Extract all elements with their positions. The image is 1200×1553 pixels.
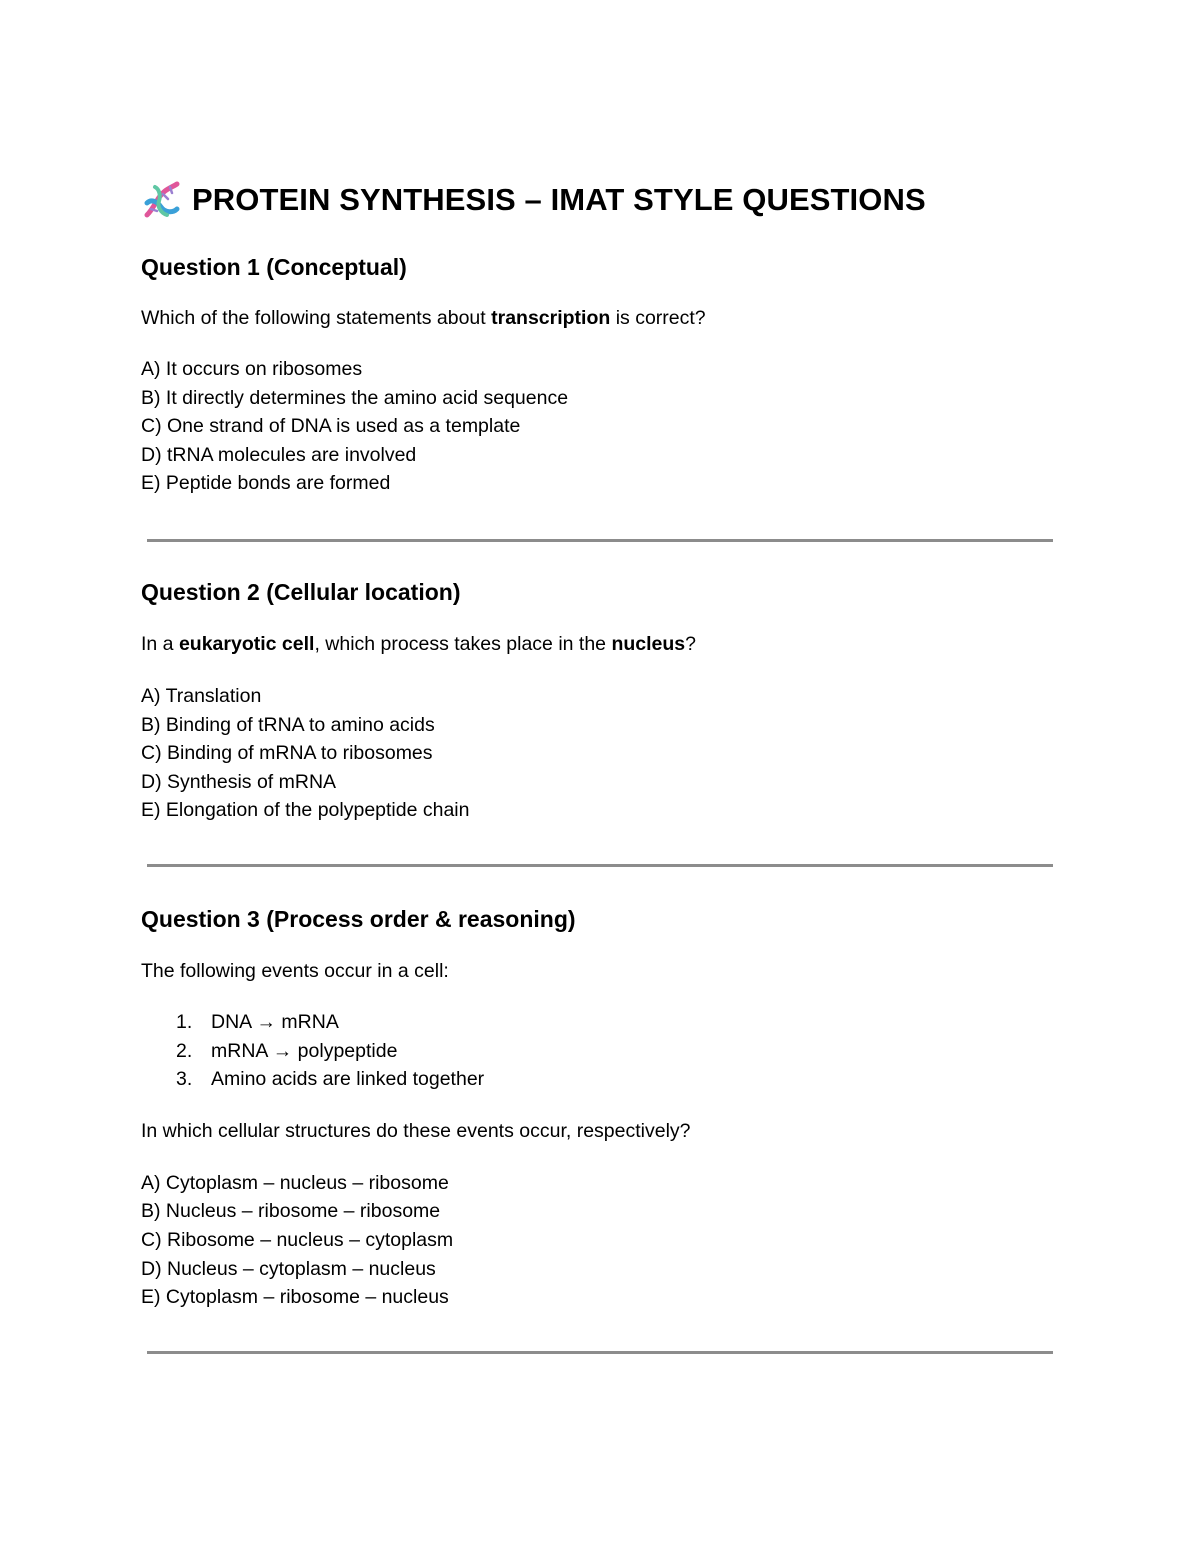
option-c[interactable]: C) Ribosome – nucleus – cytoplasm [141, 1228, 454, 1251]
question-3 [141, 902, 1055, 1312]
question-heading: Question 3 (Process order & reasoning) [141, 905, 576, 932]
option-d[interactable]: D) Synthesis of mRNA [141, 770, 337, 793]
option-d[interactable]: D) tRNA molecules are involved [141, 443, 417, 466]
stem-text: is correct? [610, 307, 706, 329]
option-a[interactable]: A) It occurs on ribosomes [141, 358, 363, 380]
answer-options [141, 1169, 1055, 1312]
event-item [141, 1037, 1055, 1066]
stem-keyword: eukaryotic cell [178, 632, 315, 655]
event-number: 1. [176, 1010, 193, 1033]
event-list [141, 1008, 1055, 1094]
event-item [141, 1065, 1055, 1094]
option-b[interactable]: B) Nucleus – ribosome – ribosome [141, 1200, 441, 1223]
question-2 [141, 575, 1055, 825]
question-heading: Question 2 (Cellular location) [141, 578, 461, 605]
section-divider [147, 1351, 1053, 1354]
question-stem [141, 630, 1055, 658]
option-e[interactable]: E) Peptide bonds are formed [141, 472, 391, 495]
question-intro: The following events occur in a cell: [141, 959, 449, 982]
stem-text: ? [685, 632, 696, 655]
page-title [141, 174, 1055, 226]
option-c[interactable]: C) One strand of DNA is used as a template [141, 415, 521, 438]
event-number: 2. [176, 1039, 193, 1062]
dna-icon [141, 179, 183, 221]
stem-keyword: transcription [491, 307, 611, 329]
stem-text: Which of the following statements about [141, 307, 492, 329]
question-stem [141, 1117, 1055, 1145]
event-text: mRNA → polypeptide [211, 1039, 398, 1062]
question-1 [141, 250, 1055, 498]
stem-text: In which cellular structures do these events occur, respectively? [141, 1119, 691, 1142]
event-number: 3. [176, 1068, 193, 1091]
option-c[interactable]: C) Binding of mRNA to ribosomes [141, 742, 433, 765]
page-title-text: PROTEIN SYNTHESIS – IMAT STYLE QUESTIONS [192, 182, 926, 217]
event-text: Amino acids are linked together [211, 1068, 485, 1091]
option-b[interactable]: B) It directly determines the amino acid sequence [141, 386, 569, 409]
option-d[interactable]: D) Nucleus – cytoplasm – nucleus [141, 1257, 436, 1280]
option-a[interactable]: A) Translation [141, 684, 262, 707]
question-heading: Question 1 (Conceptual) [141, 254, 407, 280]
question-stem [141, 304, 1055, 332]
document-page [141, 170, 1055, 1354]
option-a[interactable]: A) Cytoplasm – nucleus – ribosome [141, 1171, 449, 1194]
section-divider [147, 864, 1053, 867]
option-e[interactable]: E) Elongation of the polypeptide chain [141, 799, 470, 822]
answer-options [141, 355, 1055, 498]
event-text: DNA → mRNA [211, 1010, 339, 1033]
stem-text: In a [141, 632, 179, 655]
option-e[interactable]: E) Cytoplasm – ribosome – nucleus [141, 1286, 449, 1309]
section-divider [147, 539, 1053, 542]
stem-text: , which process takes place in the [314, 632, 612, 655]
stem-keyword: nucleus [611, 632, 686, 655]
answer-options [141, 682, 1055, 825]
option-b[interactable]: B) Binding of tRNA to amino acids [141, 713, 435, 736]
event-item [141, 1008, 1055, 1037]
